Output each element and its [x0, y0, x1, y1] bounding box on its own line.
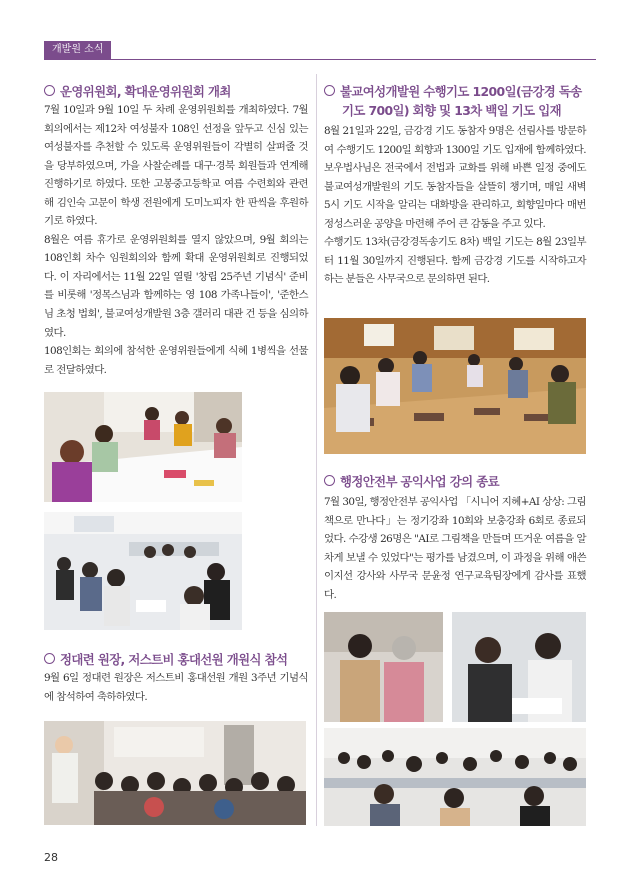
paragraph: 9월 6일 정대련 원장은 저스트비 홍대선원 개원 3주년 기념식에 참석하여 축하하였다.	[44, 672, 308, 703]
circle-bullet-icon	[44, 85, 55, 96]
section-steering	[44, 82, 308, 379]
circle-bullet-icon	[324, 475, 335, 486]
section-title: 행정안전부 공익사업 강의 종료	[324, 472, 586, 491]
circle-bullet-icon	[324, 85, 335, 96]
section-title: 운영위원회, 확대운영위원회 개최	[44, 82, 308, 101]
photo-meeting-table	[44, 392, 242, 502]
paragraph: 7월 30일, 행정안전부 공익사업 「시니어 지혜+AI 상상: 그림책으로 만나다」는 정기강좌 10회와 보충강좌 6회로 종료되었다. 수강생 26명은 "AI로 그림책을 만들며 뜨거운 여름을 알차게 보낼 수 있었다"는 평가를 남겼으며, 이 과정을 위해 애쓴 이지선 강사와 사무국 문윤정 연구교육팀장에게 감사를 표했다.	[324, 496, 586, 601]
photo-expanded-meeting	[44, 512, 242, 630]
paragraph: 108인회는 회의에 참석한 운영위원들에게 식혜 1병씩을 선물로 전달하였다.	[44, 345, 308, 376]
photo-temple-prayer	[324, 318, 586, 454]
header-rule	[44, 59, 596, 60]
paragraph: 8월 21일과 22일, 금강경 기도 동참자 9명은 선림사를 방문하여 수행기도 1200일 회향과 1300일 기도 입재에 함께하였다. 보우법사님은 전국에서 전법과 교화를 위해 바쁜 일정 중에도 불교여성개발원의 기도 동참자들을 살뜰히 챙기며, 매일 새벽 5시 기도 시작을 알리는 대화방을 관리하고, 회향일마다 매번 정성스러운 공양을 마련해 주어 큰 감동을 주고 있다.	[324, 125, 586, 230]
section-title: 정대련 원장, 저스트비 홍대선원 개원식 참석	[44, 650, 308, 669]
paragraph: 8월은 여름 휴가로 운영위원회를 열지 않았으며, 9월 회의는 108인회 차수 임원회의와 함께 확대 운영위원회로 진행되었다. 이 자리에서는 11월 22일 열릴 '창립 25주년 기념식' 준비를 비롯해 '정목스님과 함께하는 영 108 가족나들이', '준한스님 초청 법회', 불교여성개발원 3층 갤러리 대관 건 등을 심의하였다.	[44, 233, 308, 339]
section-anniversary	[44, 650, 308, 706]
photo-anniversary-ceremony	[44, 721, 306, 825]
circle-bullet-icon	[44, 653, 55, 664]
section-title: 불교여성개발원 수행기도 1200일(금강경 독송 기도 700일) 회향 및 13차 백일 기도 입재	[324, 82, 586, 120]
page-number: 28	[44, 851, 58, 864]
section-lecture	[324, 472, 586, 604]
photo-lecture-pair	[324, 612, 443, 722]
paragraph: 수행기도 13차(금강경독송기도 8차) 백일 기도는 8월 23일부터 11월 30일까지 진행된다. 함께 금강경 기도를 시작하고자 하는 분들은 사무국으로 문의하면 된다.	[324, 236, 586, 286]
paragraph: 7월 10일과 9월 10일 두 차례 운영위원회를 개최하였다. 7월 회의에서는 제12차 여성불자 108인 선정을 앞두고 신심 있는 여성불자를 추천할 수 있도록 운영위원들이 각별히 살펴줄 것을 당부하였으며, 가을 사찰순례를 대구·경북 회원들과 연계해 진행하기로 하였다. 또한 고봉중고등학교 여름 수련회와 관련해 김인숙 고문이 학생 전원에게 도미노피자 한 판씩을 후원하기로 하였다.	[44, 104, 308, 228]
column-divider	[316, 74, 317, 826]
photo-lecture-class	[324, 728, 586, 826]
section-prayer	[324, 82, 586, 289]
photo-lecture-group	[452, 612, 586, 722]
section-tag: 개발원 소식	[44, 41, 111, 59]
